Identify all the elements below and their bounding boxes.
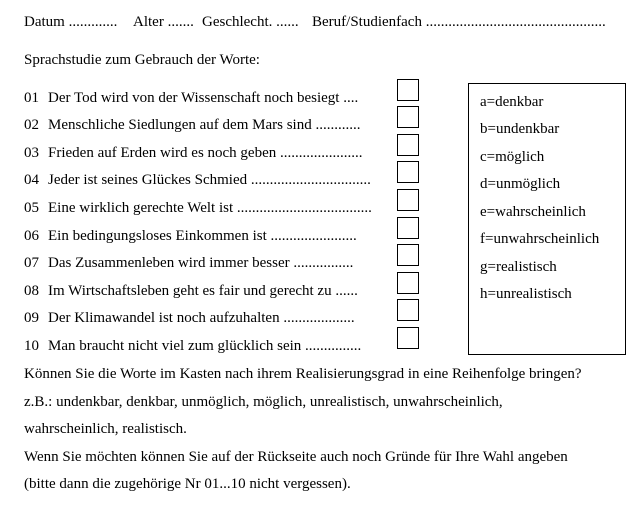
legend-item: d=unmöglich: [480, 176, 561, 192]
header-datum-field: Datum .............: [24, 14, 118, 30]
statement-number: 06: [24, 228, 39, 244]
header-beruf-field: Beruf/Studienfach ................................................: [312, 14, 606, 30]
answer-box-02[interactable]: [397, 106, 419, 128]
statement-row-06: [24, 227, 357, 245]
statement-number: 07: [24, 255, 39, 271]
header-alter-field: Alter .......: [133, 14, 194, 30]
statement-row-08: [24, 282, 358, 300]
statement-number: 02: [24, 117, 39, 133]
instruction-optional-reasons: Wenn Sie möchten können Sie auf der Rückseite auch noch Gründe für Ihre Wahl angeben: [24, 449, 568, 465]
legend-item: e=wahrscheinlich: [480, 204, 586, 220]
instruction-question: Können Sie die Worte im Kasten nach ihrem Realisierungsgrad in eine Reihenfolge bringen?: [24, 366, 582, 382]
statement-number: 09: [24, 310, 39, 326]
legend-item: a=denkbar: [480, 94, 544, 110]
statement-row-01: [24, 89, 358, 107]
legend-item: c=möglich: [480, 149, 545, 165]
statement-text: Jeder ist seines Glückes Schmied ................................: [48, 172, 371, 188]
header-geschlecht-field: Geschlecht. ......: [202, 14, 299, 30]
statement-number: 04: [24, 172, 39, 188]
legend-item: b=undenkbar: [480, 121, 560, 137]
instruction-example-line1: z.B.: undenkbar, denkbar, unmöglich, möglich, unrealistisch, unwahrscheinlich,: [24, 394, 503, 410]
statement-row-05: [24, 199, 372, 217]
statement-number: 08: [24, 283, 39, 299]
answer-box-05[interactable]: [397, 189, 419, 211]
statement-text: Im Wirtschaftsleben geht es fair und gerecht zu ......: [48, 283, 358, 299]
legend-item: g=realistisch: [480, 259, 557, 275]
survey-intro: Sprachstudie zum Gebrauch der Worte:: [24, 52, 260, 68]
instruction-number-note: (bitte dann die zugehörige Nr 01...10 nicht vergessen).: [24, 476, 351, 492]
instruction-example-line2: wahrscheinlich, realistisch.: [24, 421, 187, 437]
legend-box: [468, 83, 626, 355]
statement-text: Der Tod wird von der Wissenschaft noch besiegt ....: [48, 90, 359, 106]
statement-row-02: [24, 116, 360, 134]
statement-number: 01: [24, 90, 39, 106]
statement-number: 05: [24, 200, 39, 216]
statement-row-03: [24, 144, 363, 162]
statement-text: Menschliche Siedlungen auf dem Mars sind ............: [48, 117, 361, 133]
statement-number: 03: [24, 145, 39, 161]
statement-row-07: [24, 254, 353, 272]
statement-text: Frieden auf Erden wird es noch geben ......................: [48, 145, 363, 161]
answer-box-09[interactable]: [397, 299, 419, 321]
statement-text: Der Klimawandel ist noch aufzuhalten ...................: [48, 310, 355, 326]
legend-item: f=unwahrscheinlich: [480, 231, 600, 247]
answer-box-01[interactable]: [397, 79, 419, 101]
statement-text: Eine wirklich gerechte Welt ist ....................................: [48, 200, 372, 216]
statement-text: Man braucht nicht viel zum glücklich sein ...............: [48, 338, 362, 354]
answer-box-07[interactable]: [397, 244, 419, 266]
legend-item: h=unrealistisch: [480, 286, 572, 302]
answer-box-06[interactable]: [397, 217, 419, 239]
answer-box-04[interactable]: [397, 161, 419, 183]
statement-row-09: [24, 309, 355, 327]
answer-box-03[interactable]: [397, 134, 419, 156]
answer-box-08[interactable]: [397, 272, 419, 294]
statement-text: Ein bedingungsloses Einkommen ist .......................: [48, 228, 357, 244]
statement-row-04: [24, 171, 371, 189]
statement-number: 10: [24, 338, 39, 354]
statement-text: Das Zusammenleben wird immer besser ................: [48, 255, 354, 271]
answer-box-10[interactable]: [397, 327, 419, 349]
statement-row-10: [24, 337, 361, 355]
